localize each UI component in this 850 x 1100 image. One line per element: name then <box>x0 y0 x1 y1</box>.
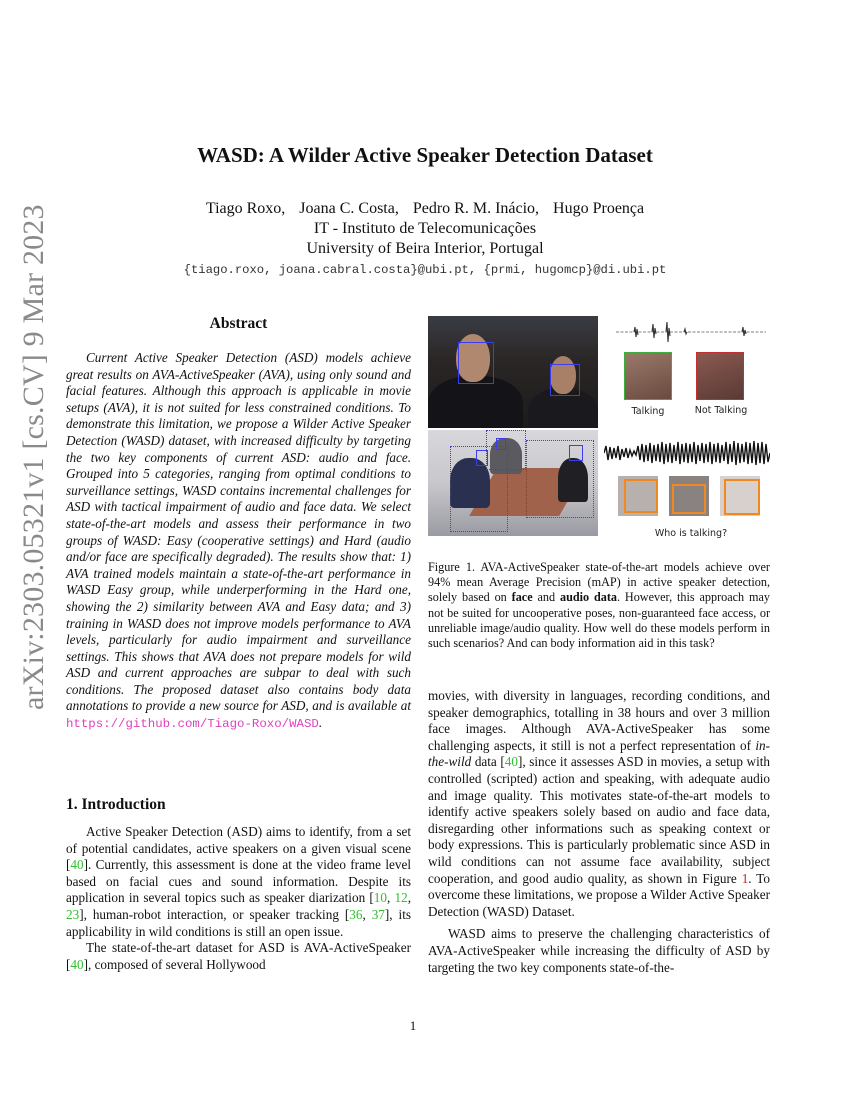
face-crop-unknown-1 <box>618 476 658 516</box>
bold-term: audio data <box>559 590 617 605</box>
intro-paragraph-1: Active Speaker Detection (ASD) aims to identify, from a set of potential candidates, active speakers on a given visual scene [40]. Currently, this assessment is done at the video frame level based on facial cues and sound information. Despite its application in several topics such as speaker diarization [10, 12, 23], human-robot interaction, or speaker tracking [36, 37], its applicability in wild conditions is still an open issue. <box>66 824 412 939</box>
audio-waveform-clean-icon <box>616 320 766 344</box>
emphasis: in-the-wild <box>428 737 770 770</box>
introduction-section <box>66 824 411 973</box>
page-number: 1 <box>409 1018 417 1033</box>
figure-reference-link[interactable]: 1 <box>741 870 749 886</box>
audio-waveform-noisy-icon <box>604 438 770 468</box>
author: Hugo Proença <box>553 200 645 217</box>
introduction-heading: 1. Introduction <box>66 796 166 813</box>
citation-link[interactable]: 36 <box>349 906 363 922</box>
citation-link[interactable]: 10 <box>373 890 387 906</box>
movie-scene-image <box>428 316 598 428</box>
abstract-heading: Abstract <box>209 315 268 332</box>
author: Tiago Roxo, <box>205 200 286 217</box>
abstract-section <box>66 350 411 733</box>
face-bounding-box <box>550 364 580 396</box>
surveillance-scene-image <box>428 430 598 536</box>
body-bounding-box <box>486 430 526 470</box>
citation-link[interactable]: 40 <box>504 754 518 770</box>
label-talking: Talking <box>631 406 665 417</box>
figure-1-caption: Figure 1. AVA-ActiveSpeaker state-of-the-art models achieve over 94% mean Average Precision (mAP) in active speaker detection, solely based on face and audio data. However, this approach may not be suited for uncooperative poses, non-guaranteed face access, or unreliable image/audio quality. How well do these models perform in such scenarios? And can body information aid in this task? <box>428 560 770 651</box>
paper-title: WASD: A Wilder Active Speaker Detection Dataset <box>197 143 653 167</box>
right-paragraph-2: WASD aims to preserve the challenging characteristics of AVA-ActiveSpeaker while increasing the difficulty of ASD by targeting the two key components state-of-the- <box>428 926 770 975</box>
author-list <box>0 200 850 218</box>
introduction-continued <box>428 688 770 976</box>
face-crop-talking <box>624 352 672 400</box>
bold-term: face <box>511 590 533 605</box>
author: Joana C. Costa, <box>299 200 399 217</box>
face-crop-not-talking <box>696 352 744 400</box>
abstract-text <box>66 350 411 733</box>
body-bounding-box <box>526 440 594 518</box>
face-bounding-box <box>496 438 506 450</box>
citation-link[interactable]: 23 <box>66 906 80 922</box>
label-who-is-talking: Who is talking? <box>654 528 728 539</box>
citation-link[interactable]: 40 <box>70 956 84 972</box>
face-bounding-box <box>569 445 583 461</box>
figure-1 <box>428 316 770 544</box>
abstract-body-text: Current Active Speaker Detection (ASD) models achieve great results on AVA-ActiveSpeaker (AVA), using only sound and facial features. Although this approach is applicable in movie setups (AVA), it is not suited for less constrained conditions. To demonstrate this limitation, we propose a Wilder Active Speaker Detection (WASD) dataset, with increased difficulty by targeting the two key components of current ASD: audio and face. Grouped into 5 categories, ranging from optimal conditions to surveillance settings, WASD contains incremental challenges for ASD with tactical impairment of audio and face data. We select state-of-the-art models and assess their performance in two groups of WASD: Easy (cooperative settings) and Hard (audio and/or face are specifically degraded). The results show that: 1) AVA trained models maintain a state-of-the-art performance in WASD Easy group, while underperforming in the Hard one, showing the 2) similarity between AVA and Easy data; and 3) training in WASD does not improve models performance to AVA levels, particularly for audio impairment and surveillance settings. This shows that AVA does not prepare models for wild ASD and current approaches are subpar to deal with such conditions. The proposed dataset also contains body data annotations to provide a new source for ASD, and is available at <box>66 350 411 714</box>
citation-link[interactable]: 37 <box>371 906 385 922</box>
label-not-talking: Not Talking <box>694 405 748 416</box>
face-crop-unknown-3 <box>720 476 760 516</box>
face-crop-unknown-2 <box>669 476 709 516</box>
face-bounding-box <box>458 342 494 384</box>
affiliation-institute: IT - Instituto de Telecomunicações <box>313 220 537 237</box>
github-link[interactable]: https://github.com/Tiago-Roxo/WASD <box>66 717 319 732</box>
author: Pedro R. M. Inácio, <box>412 200 540 217</box>
face-bounding-box <box>476 450 488 466</box>
citation-link[interactable]: 40 <box>70 857 84 873</box>
arxiv-identifier-stamp: arXiv:2303.05321v1 [cs.CV] 9 Mar 2023 <box>17 204 50 710</box>
right-paragraph-1: movies, with diversity in languages, recording conditions, and speaker demographics, totalling in 38 hours and over 3 million face images. Although AVA-ActiveSpeaker has some challenging aspects, it still is not a perfect representation of in-the-wild data [40], since it assesses ASD in movies, a setup with controlled (scripted) action and speaking, with adequate audio and image quality. This motivates state-of-the-art models to identify active speakers solely based on audio and face data, disregarding other informations such as speaking context or body expressions. This is particularly problematic since ASD in wild conditions can not assume face availability, subject cooperation, and good audio quality, as shown in Figure 1. To overcome these limitations, we propose a Wilder Active Speaker Detection (WASD) Dataset. <box>428 688 771 919</box>
abstract-end-punct: . <box>318 715 323 731</box>
intro-paragraph-2: The state-of-the-art dataset for ASD is AVA-ActiveSpeaker [40], composed of several Hollywood <box>66 940 411 972</box>
citation-link[interactable]: 12 <box>394 890 408 906</box>
affiliation-university: University of Beira Interior, Portugal <box>306 240 544 257</box>
author-emails: {tiago.roxo, joana.cabral.costa}@ubi.pt, {prmi, hugomcp}@di.ubi.pt <box>183 263 667 277</box>
